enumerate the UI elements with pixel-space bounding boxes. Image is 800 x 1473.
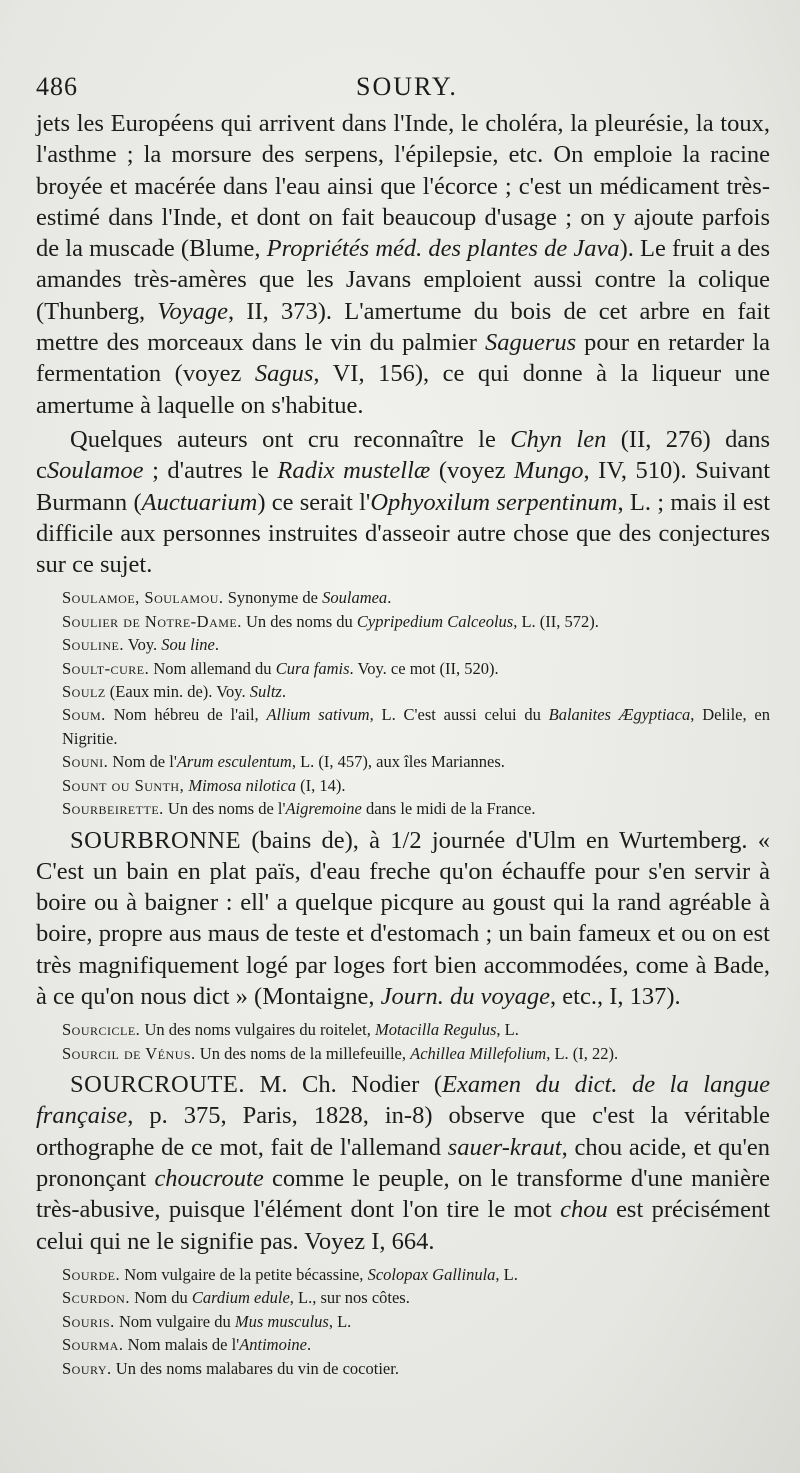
page-header (36, 72, 770, 102)
entry-sourma: Sourma. Nom malais de l'Antimoine. (62, 1335, 312, 1355)
paragraph-continuation: jets les Européens qui arrivent dans l'Inde, le choléra, la pleurésie, la toux, l'asthme ; la morsure des serpens, l'épilepsie, etc. On emploie la racine broyée et macérée dans l'eau ainsi que l'écorce ; c'est un médicament très-estimé dans l'Inde, et dont on fait beaucoup d'usage ; on y ajoute parfois de la muscade (Blume, Propriétés méd. des plantes de Java). Le fruit a des amandes très-amères que les Javans emploient aussi contre la colique (Thunberg, Voyage, II, 373). L'amertume du bois de cet arbre en fait mettre des morceaux dans le vin du palmier Saguerus pour en retarder la fermentation (voyez Sagus, VI, 156), ce qui donne à la liqueur une amertume à laquelle on s'habitue. (36, 110, 771, 419)
entry-soum: Soum. Nom hébreu de l'ail, Allium sativum, L. C'est aussi celui du Balanites Ægyptiaca, Delile, en Nigritie. (62, 705, 771, 748)
entry-sourcil-de-venus: Sourcil de Vénus. Un des noms de la millefeuille, Achillea Millefolium, L. (I, 22). (62, 1043, 619, 1063)
entry-sourcicle: Sourcicle. Un des noms vulgaires du roitelet, Motacilla Regulus, L. (62, 1020, 519, 1040)
page-number: 486 (36, 72, 78, 101)
entry-souris: Souris. Nom vulgaire du Mus musculus, L. (62, 1311, 352, 1331)
entry-sourbeirette: Sourbeirette. Un des noms de l'Aigremoine dans le midi de la France. (62, 799, 536, 819)
paragraph-sourbronne: SOURBRONNE (bains de), à 1/2 journée d'Ulm en Wurtemberg. « C'est un bain en plat païs, d'eau freche qu'on échauffe pour s'en servir à boire ou à baigner : ell' a quelque picqure au goust qui la rand agréable à boire, propre aus maus de teste et d'estomach ; un bain fameux et ou on est très magnifiquement logé par loges fort bien accommodées, come à Bade, à ce qu'on nous dict » (Montaigne, Journ. du voyage, etc., I, 137). (36, 826, 770, 1010)
text-block-1 (36, 108, 770, 580)
entry-soulier-de-notre-dame: Soulier de Notre-Dame. Un des noms du Cypripedium Calceolus, L. (II, 572). (62, 611, 599, 631)
minor-entries-3 (36, 1263, 770, 1380)
running-title: SOURY. (356, 72, 458, 101)
text-block-sourbronne (36, 825, 770, 1013)
entry-souline: Souline. Voy. Sou line. (62, 635, 220, 655)
minor-entries-2 (36, 1018, 770, 1065)
text-block-sourcroute (36, 1069, 770, 1257)
entry-soulz: Soulz (Eaux min. de). Voy. Sultz. (62, 682, 286, 702)
paragraph-sourcroute: SOURCROUTE. M. Ch. Nodier (Examen du dict. de la langue française, p. 375, Paris, 1828, in-8) observe que c'est la véritable orthographe de ce mot, fait de l'allemand sauer-kraut, chou acide, et qu'en prononçant choucroute comme le peuple, on le transforme d'une manière très-abusive, puisque l'élément dont l'on tire le mot chou est précisément celui qui ne le signifie pas. Voyez I, 664. (36, 1071, 770, 1255)
entry-soury: Soury. Un des noms malabares du vin de cocotier. (62, 1358, 399, 1378)
minor-entries-1 (36, 586, 770, 820)
entry-soulamoe: Soulamoe, Soulamou. Synonyme de Soulamea. (62, 588, 392, 608)
entry-souni: Souni. Nom de l'Arum esculentum, L. (I, 457), aux îles Mariannes. (62, 752, 505, 772)
paragraph-etymology: Quelques auteurs ont cru reconnaître le Chyn len (II, 276) dans cSoulamoe ; d'autres le Radix mustellæ (voyez Mungo, IV, 510). Suivant Burmann (Auctuarium) ce serait l'Ophyoxilum serpentinum, L. ; mais il est difficile aux personnes instruites d'asseoir autre chose que des conjectures sur ce sujet. (36, 425, 771, 579)
entry-sourde: Sourde. Nom vulgaire de la petite bécassine, Scolopax Gallinula, L. (62, 1264, 518, 1284)
entry-scurdon: Scurdon. Nom du Cardium edule, L., sur nos côtes. (62, 1288, 410, 1308)
entry-soult-cure: Soult-cure. Nom allemand du Cura famis. Voy. ce mot (II, 520). (62, 658, 499, 678)
entry-sount: Sount ou Sunth, Mimosa nilotica (I, 14). (62, 775, 346, 795)
